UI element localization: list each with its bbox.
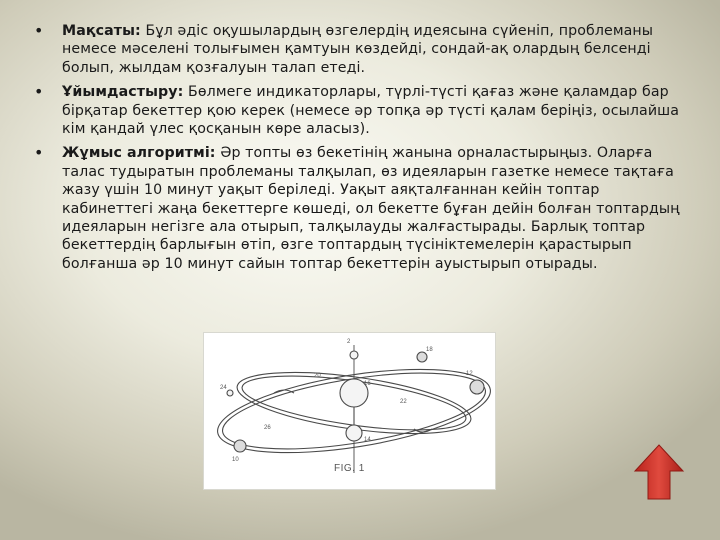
svg-text:26: 26 — [264, 425, 271, 431]
up-arrow-icon[interactable] — [633, 443, 685, 501]
bullet-text: Бұл әдіс оқушылардың өзгелердің идеясына сүйеніп, проблеманы немесе мәселені толығымен қамтуын көздейді, сондай-ақ олардың белсенді болып, жылдам қозғалуын талап етеді. — [62, 23, 654, 76]
bullet-item-organization — [30, 83, 690, 138]
bullet-text: Бөлмеге индикаторлары, түрлі-түсті қағаз және қаламдар бар бірқатар бекеттер қою керек (немесе әр топқа әр түсті қалам беріңіз, осылайша кім қандай үлес қосқанын көре аласыз). — [62, 84, 680, 138]
bullet-list — [30, 22, 690, 279]
orbit-figure-image — [203, 332, 496, 490]
svg-text:12: 12 — [466, 371, 473, 377]
bullet-dot-icon: • — [34, 21, 44, 40]
bullet-dot-icon: • — [34, 82, 44, 102]
bullet-title: Мақсаты: — [62, 23, 141, 39]
bullet-title: Ұйымдастыру: — [62, 84, 184, 101]
svg-text:2: 2 — [347, 339, 351, 345]
bullet-text: Әр топты өз бекетінің жанына орналастырыңыз. Оларға талас тудыратын проблеманы талқылап, өз идеяларын газетке немесе тақтаға жазу үшін 10 минут уақыт беріледі. Уақыт аяқталғаннан кейін топтар кабинеттегі жаңа бекеттерге көшеді, ол бекетте бұған дейін болған топтардың идеяларын негізге ала отырып, талқылауды жалғастырады. Барлық топтар бекеттердің барлығын өтіп, өзге топтардың түсініктемелерін қарастырып болғанша әр 10 минут сайын топтар бекеттерін ауыстырып отырады. — [62, 145, 680, 272]
svg-text:22: 22 — [400, 399, 407, 405]
svg-text:20: 20 — [314, 373, 321, 379]
svg-text:24: 24 — [220, 385, 227, 391]
bullet-title: Жұмыс алгоритмі: — [62, 145, 216, 162]
bullet-dot-icon: • — [34, 143, 44, 163]
bullet-item-algorithm — [30, 144, 690, 273]
figure-caption: FIG. 1 — [334, 463, 365, 474]
svg-text:18: 18 — [426, 347, 433, 353]
svg-text:14: 14 — [364, 437, 371, 443]
svg-text:10: 10 — [232, 457, 239, 463]
svg-text:16: 16 — [364, 381, 371, 387]
bullet-item-goal — [30, 22, 690, 77]
